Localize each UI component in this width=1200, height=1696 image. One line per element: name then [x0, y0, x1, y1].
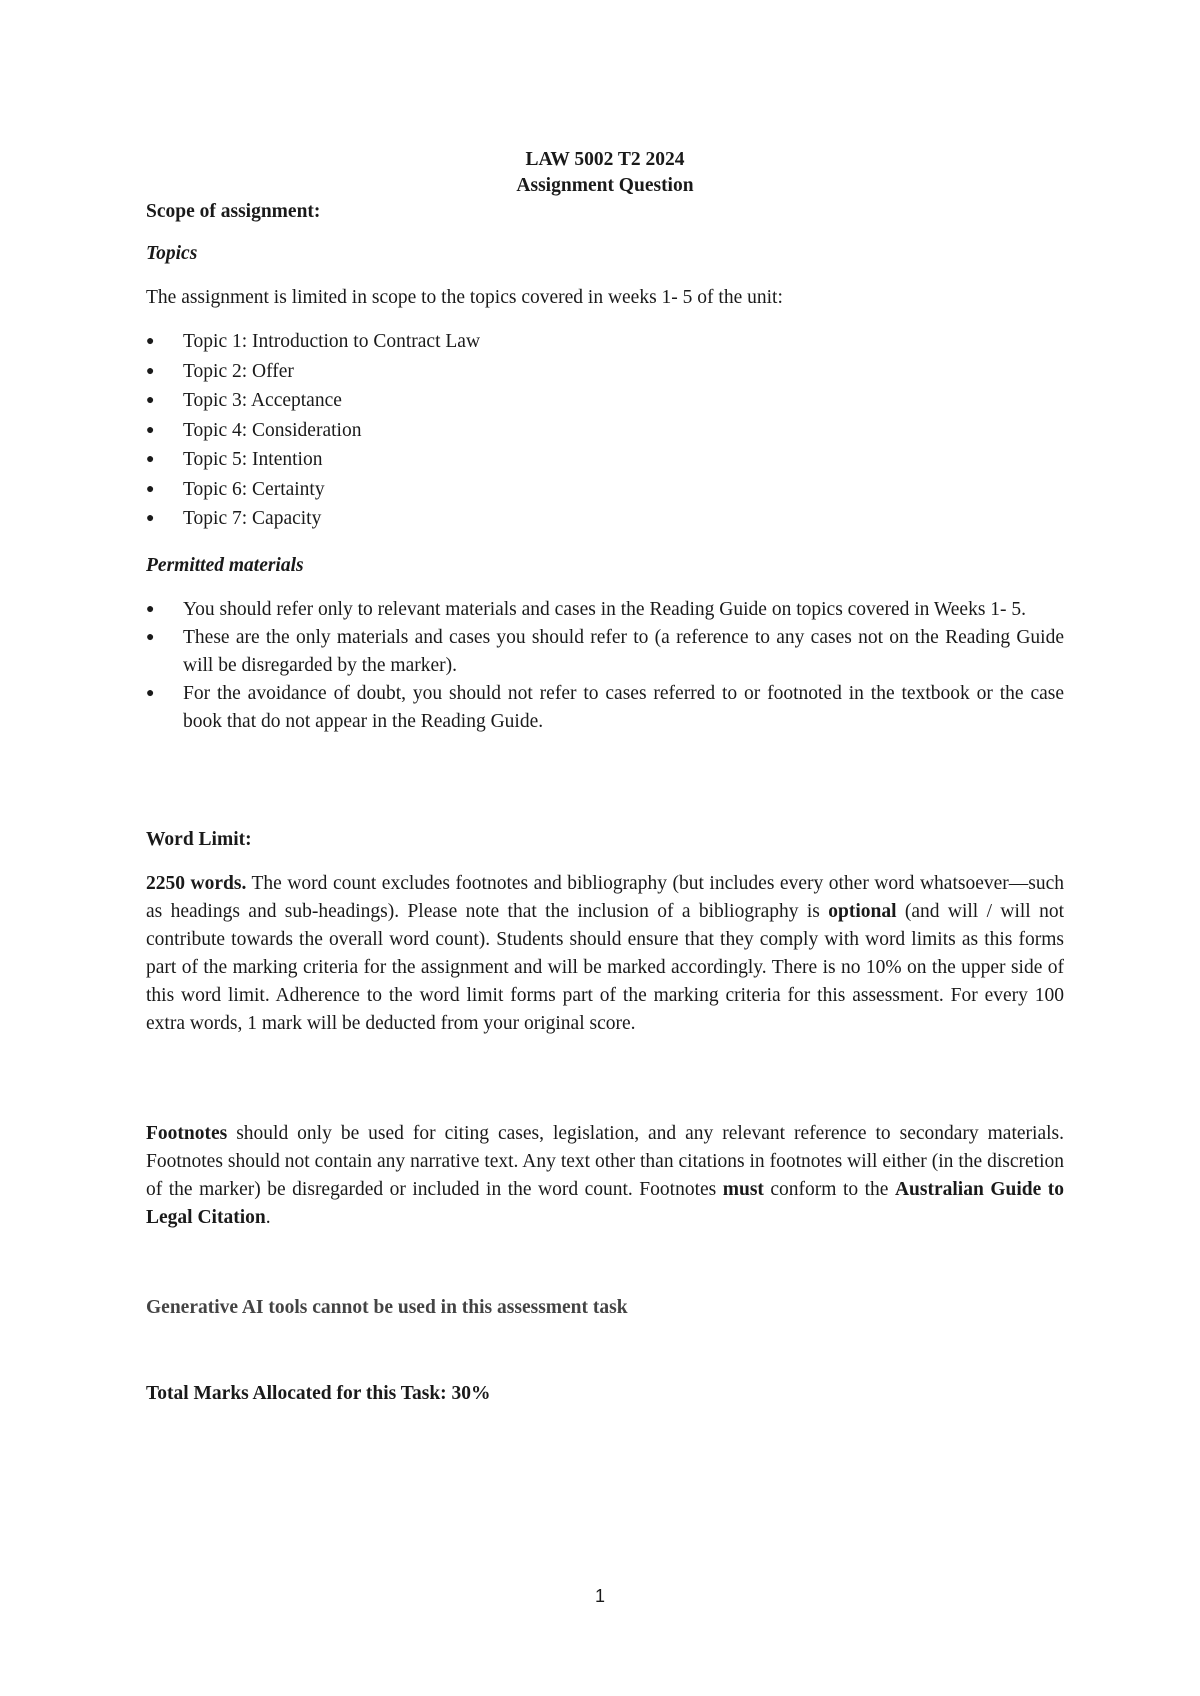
bullet-icon: ● [146, 422, 155, 438]
bullet-icon: ● [146, 334, 155, 349]
bullet-icon: ● [146, 452, 155, 467]
word-limit-heading: Word Limit: [146, 829, 252, 850]
total-marks: Total Marks Allocated for this Task: 30% [146, 1383, 491, 1404]
list-item: ● These are the only materials and cases you should refer to (a reference to any cases not on the Reading Guide will be disregarded by the marker). [146, 624, 1064, 680]
optional-emphasis: optional [828, 901, 897, 922]
bullet-icon: ● [146, 363, 155, 379]
page-number: 1 [594, 1586, 605, 1606]
bullet-icon: ● [146, 686, 155, 701]
list-item: ● Topic 7: Capacity [146, 505, 1064, 535]
course-code: LAW 5002 T2 2024 [525, 149, 685, 170]
list-item: ● Topic 2: Offer [146, 358, 1064, 388]
list-item: ● Topic 1: Introduction to Contract Law [146, 328, 1064, 358]
topics-intro: The assignment is limited in scope to the topics covered in weeks 1- 5 of the unit: [146, 287, 783, 308]
word-count: 2250 words. [146, 873, 247, 894]
footnotes-lead: Footnotes [146, 1123, 228, 1144]
bullet-icon: ● [146, 511, 155, 526]
bullet-icon: ● [146, 602, 155, 617]
list-item: ● Topic 3: Acceptance [146, 387, 1064, 417]
bullet-icon: ● [146, 481, 155, 497]
document-title: Assignment Question [516, 175, 694, 196]
footnotes-paragraph: Footnotes should only be used for citing cases, legislation, and any relevant reference to secondary materials. Footnotes should not contain any narrative text. Any text other than citations in footnotes will either (in the discretion of the marker) be disregarded or included in the word count. Footnotes must conform to the Australian Guide to Legal Citation. [146, 1123, 1064, 1228]
list-item: ● You should refer only to relevant materials and cases in the Reading Guide on topics covered in Weeks 1- 5. [146, 596, 1064, 624]
list-item: ● Topic 5: Intention [146, 446, 1064, 476]
bullet-icon: ● [146, 393, 155, 408]
ai-notice: Generative AI tools cannot be used in this assessment task [146, 1297, 628, 1318]
topics-list [146, 328, 1064, 535]
bullet-icon: ● [146, 630, 155, 645]
word-limit-paragraph: 2250 words. The word count excludes footnotes and bibliography (but includes every other word whatsoever—such as headings and sub-headings). Please note that the inclusion of a bibliography is optional (and will / will not contribute towards the overall word count). Students should ensure that they comply with word limits as this forms part of the marking criteria for the assignment and will be marked accordingly. There is no 10% on the upper side of this word limit. Adherence to the word limit forms part of the marking criteria for this assessment. For every 100 extra words, 1 mark will be deducted from your original score. [146, 873, 1064, 1034]
agl-citation-name: Australian Guide to Legal Citation [146, 1179, 1064, 1228]
topics-heading: Topics [146, 243, 198, 264]
permitted-materials-heading: Permitted materials [146, 555, 304, 576]
list-item: ● Topic 6: Certainty [146, 476, 1064, 506]
must-emphasis: must [722, 1179, 764, 1200]
list-item: ● For the avoidance of doubt, you should not refer to cases referred to or footnoted in the textbook or the case book that do not appear in the Reading Guide. [146, 680, 1064, 736]
scope-heading: Scope of assignment: [146, 201, 321, 222]
permitted-materials-list [146, 596, 1064, 736]
list-item: ● Topic 4: Consideration [146, 417, 1064, 447]
